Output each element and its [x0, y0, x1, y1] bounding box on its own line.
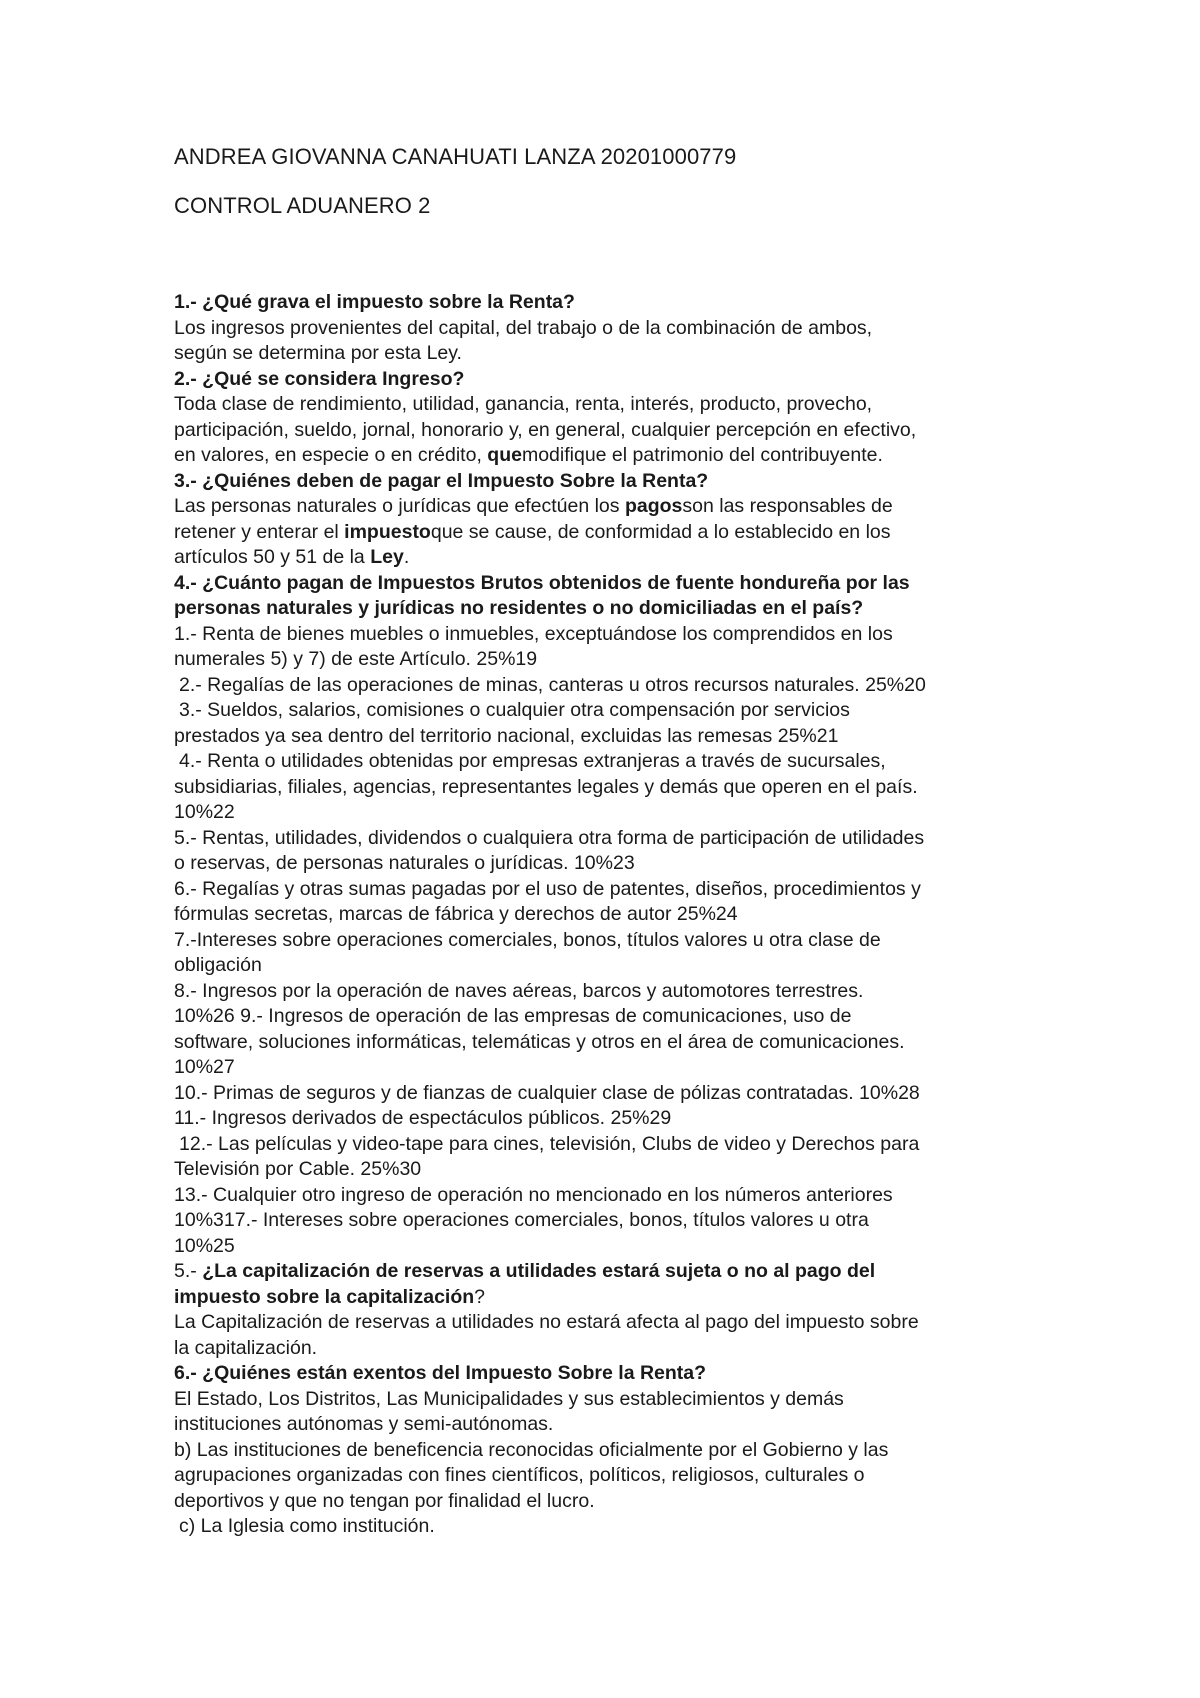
answer-4-line: 11.- Ingresos derivados de espectáculos públicos. 25%29	[174, 1107, 672, 1129]
answer-4-line: 8.- Ingresos por la operación de naves aéreas, barcos y automotores terrestres.	[174, 979, 864, 1002]
answer-4-line: 10%25	[174, 1234, 235, 1257]
answer-2-line-2: participación, sueldo, jornal, honorario y, en general, cualquier percepción en efectivo,	[174, 418, 917, 441]
answer-3-line-1-b: son las responsables de	[682, 495, 893, 517]
subject-title: CONTROL ADUANERO 2	[174, 193, 431, 218]
answer-4-line: 10.- Primas de seguros y de fianzas de cualquier clase de pólizas contratadas. 10%28	[174, 1081, 920, 1104]
answer-4-line: numerales 5) y 7) de este Artículo. 25%19	[174, 648, 538, 670]
answer-4-line: 13.- Cualquier otro ingreso de operación no mencionado en los números anteriores	[174, 1183, 893, 1206]
answer-3-line-2-b: que se cause, de conformidad a lo establecido en los	[430, 520, 891, 543]
answer-4-line: o reservas, de personas naturales o jurídicas. 10%23	[174, 852, 635, 874]
answer-3-line-1	[174, 494, 1074, 520]
answer-4-line: 3.- Sueldos, salarios, comisiones o cualquier otra compensación por servicios	[179, 699, 850, 721]
answer-4-list	[174, 622, 1074, 1260]
answer-4-line: 12.- Las películas y video-tape para cines, televisión, Clubs de video y Derechos para	[179, 1132, 920, 1155]
answer-6-line: instituciones autónomas y semi-autónomas.	[174, 1413, 554, 1435]
answer-6-line: El Estado, Los Distritos, Las Municipalidades y sus establecimientos y demás	[174, 1387, 844, 1410]
answer-2-line-3-a: en valores, en especie o en crédito,	[174, 444, 488, 466]
answer-3-line-2-a: retener y enterar el	[174, 520, 345, 543]
answer-3-line-3-b: .	[403, 546, 410, 568]
answer-3-bold-impuesto: impuesto	[344, 520, 431, 543]
answer-6-line: c) La Iglesia como institución.	[179, 1515, 435, 1537]
answer-4-line: subsidiarias, filiales, agencias, representantes legales y demás que operen en el país.	[174, 775, 918, 798]
answer-2-bold-word: que	[487, 444, 522, 466]
answer-3-bold-ley: Ley	[370, 546, 404, 568]
question-4-line-1: 4.- ¿Cuánto pagan de Impuestos Brutos obtenidos de fuente hondureña por las	[174, 571, 910, 594]
answer-4-line: Televisión por Cable. 25%30	[174, 1158, 422, 1180]
answer-4-line: fórmulas secretas, marcas de fábrica y derechos de autor 25%24	[174, 903, 738, 925]
answer-4-line: obligación	[174, 954, 262, 976]
question-6: 6.- ¿Quiénes están exentos del Impuesto Sobre la Renta?	[174, 1362, 707, 1384]
answer-2-line-3-b: modifique el patrimonio del contribuyente.	[521, 444, 883, 466]
document-page	[174, 142, 1074, 1540]
answer-4-line: 5.- Rentas, utilidades, dividendos o cualquiera otra forma de participación de utilidades	[174, 826, 925, 849]
question-5-line-1	[174, 1259, 1074, 1285]
student-name-line: ANDREA GIOVANNA CANAHUATI LANZA 20201000779	[174, 144, 737, 169]
answer-4-line: 10%22	[174, 801, 235, 823]
answer-4-line: software, soluciones informáticas, telemáticas y otros en el área de comunicaciones.	[174, 1030, 905, 1053]
answer-6-line: b) Las instituciones de beneficencia reconocidas oficialmente por el Gobierno y las	[174, 1438, 889, 1461]
answer-2-line-1: Toda clase de rendimiento, utilidad, ganancia, renta, interés, producto, provecho,	[174, 393, 873, 415]
question-5-text: ¿La capitalización de reservas a utilidades estará sujeta o no al pago del	[202, 1260, 876, 1282]
question-5-line-2	[174, 1285, 1074, 1311]
question-2: 2.- ¿Qué se considera Ingreso?	[174, 367, 465, 390]
answer-1-line-2: según se determina por esta Ley.	[174, 342, 462, 364]
answer-1-line-1: Los ingresos provenientes del capital, del trabajo o de la combinación de ambos,	[174, 316, 873, 339]
answer-4-line: 7.-Intereses sobre operaciones comerciales, bonos, títulos valores u otra clase de	[174, 928, 881, 951]
answer-4-line: 4.- Renta o utilidades obtenidas por empresas extranjeras a través de sucursales,	[179, 750, 886, 772]
answer-4-line: prestados ya sea dentro del territorio nacional, excluidas las remesas 25%21	[174, 724, 839, 747]
question-5-end: ?	[474, 1285, 486, 1308]
answer-4-line: 1.- Renta de bienes muebles o inmuebles, exceptuándose los comprendidos en los	[174, 622, 893, 645]
answer-6-list	[174, 1387, 1074, 1540]
answer-5-line-2: la capitalización.	[174, 1336, 318, 1359]
answer-3-line-3	[174, 545, 1074, 571]
answer-6-line: deportivos y que no tengan por finalidad el lucro.	[174, 1489, 595, 1512]
document-body	[174, 290, 1074, 1540]
answer-4-line: 10%26 9.- Ingresos de operación de las empresas de comunicaciones, uso de	[174, 1005, 852, 1027]
answer-6-line: agrupaciones organizadas con fines científicos, políticos, religiosos, culturales o	[174, 1464, 865, 1486]
answer-3-line-1-a: Las personas naturales o jurídicas que efectúen los	[174, 495, 625, 517]
answer-3-bold-pagos: pagos	[624, 495, 683, 517]
question-4-line-2: personas naturales y jurídicas no residentes o no domiciliadas en el país?	[174, 597, 864, 619]
answer-4-line: 10%317.- Intereses sobre operaciones comerciales, bonos, títulos valores u otra	[174, 1209, 869, 1231]
answer-4-line: 6.- Regalías y otras sumas pagadas por el uso de patentes, diseños, procedimientos y	[174, 877, 921, 900]
answer-4-line: 10%27	[174, 1056, 235, 1078]
answer-5-line-1: La Capitalización de reservas a utilidades no estará afecta al pago del impuesto sobre	[174, 1311, 919, 1333]
answer-2-line-3	[174, 443, 1074, 469]
question-3: 3.- ¿Quiénes deben de pagar el Impuesto Sobre la Renta?	[174, 469, 709, 492]
question-5-prefix: 5.-	[174, 1260, 203, 1282]
question-5-text-2: impuesto sobre la capitalización	[174, 1285, 475, 1308]
answer-3-line-2	[174, 520, 1074, 546]
answer-4-line: 2.- Regalías de las operaciones de minas, canteras u otros recursos naturales. 25%20	[179, 673, 926, 696]
question-1: 1.- ¿Qué grava el impuesto sobre la Renta?	[174, 291, 575, 313]
answer-3-line-3-a: artículos 50 y 51 de la	[174, 546, 371, 568]
